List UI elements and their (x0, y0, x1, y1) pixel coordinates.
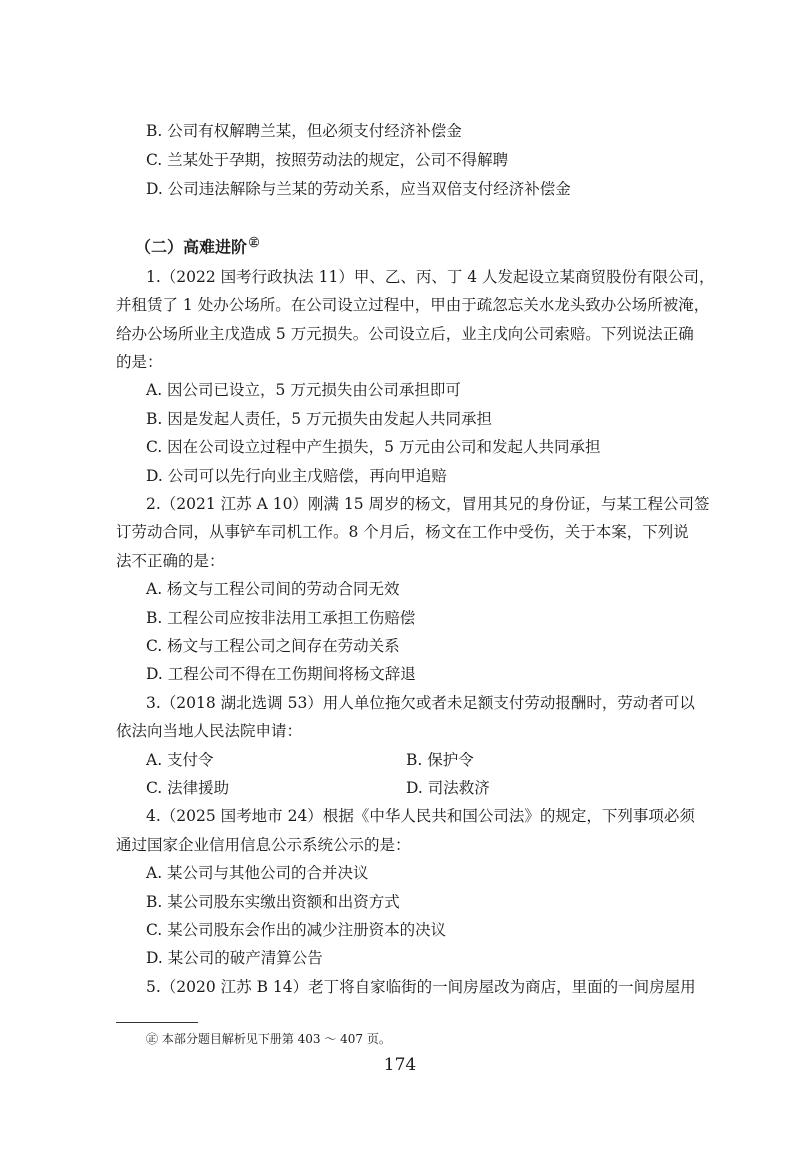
q1-line-3: 给办公场所业主戊造成 5 万元损失。公司设立后，业主戊向公司索赔。下列说法正确 (116, 325, 694, 343)
q2-line-2: 订劳动合同，从事铲车司机工作。8 个月后，杨文在工作中受伤，关于本案，下列说 (116, 523, 689, 541)
q3-option-a: A. 支付令 (146, 751, 214, 769)
q3-line-1: 3.（2018 湖北选调 53）用人单位拖欠或者未足额支付劳动报酬时，劳动者可以 (146, 694, 695, 712)
section-heading (135, 233, 259, 258)
prev-option-b: B. 公司有权解聘兰某，但必须支付经济补偿金 (146, 122, 462, 140)
q1-line-1: 1.（2022 国考行政执法 11）甲、乙、丙、丁 4 人发起设立某商贸股份有限公司， (146, 268, 715, 286)
q3-option-c: C. 法律援助 (146, 779, 230, 797)
q5-line-1: 5.（2020 江苏 B 14）老丁将自家临街的一间房屋改为商店，里面的一间房屋用 (146, 978, 696, 996)
footnote: ㊣ 本部分题目解析见下册第 403 ～ 407 页。 (146, 1032, 391, 1046)
q2-option-a: A. 杨文与工程公司间的劳动合同无效 (146, 580, 400, 598)
q4-option-d: D. 某公司的破产清算公告 (146, 949, 323, 967)
q4-option-b: B. 某公司股东实缴出资额和出资方式 (146, 893, 400, 911)
q4-option-a: A. 某公司与其他公司的合并决议 (146, 864, 369, 882)
page-number: 174 (383, 1055, 417, 1075)
q4-line-2: 通过国家企业信用信息公示系统公示的是： (116, 836, 411, 854)
q1-option-c: C. 因在公司设立过程中产生损失，5 万元由公司和发起人共同承担 (146, 438, 601, 456)
section-title: （二）高难进阶 (135, 237, 248, 257)
q1-line-2: 并租赁了 1 处办公场所。在公司设立过程中，甲由于疏忽忘关水龙头致办公场所被淹， (116, 296, 710, 314)
prev-option-d: D. 公司违法解除与兰某的劳动关系，应当双倍支付经济补偿金 (146, 180, 571, 198)
q1-option-a: A. 因公司已设立，5 万元损失由公司承担即可 (146, 381, 461, 399)
q1-line-4: 的是： (116, 353, 163, 371)
q1-option-b: B. 因是发起人责任，5 万元损失由发起人共同承担 (146, 410, 493, 428)
q4-line-1: 4.（2025 国考地市 24）根据《中华人民共和国公司法》的规定，下列事项必须 (146, 807, 695, 825)
q3-option-d: D. 司法救济 (406, 779, 490, 797)
q2-option-d: D. 工程公司不得在工伤期间将杨文辞退 (146, 665, 416, 683)
q2-line-3: 法不正确的是： (116, 552, 225, 570)
q2-option-b: B. 工程公司应按非法用工承担工伤赔偿 (146, 609, 416, 627)
q2-option-c: C. 杨文与工程公司之间存在劳动关系 (146, 637, 400, 655)
prev-option-c: C. 兰某处于孕期，按照劳动法的规定，公司不得解聘 (146, 151, 509, 169)
q4-option-c: C. 某公司股东会作出的减少注册资本的决议 (146, 921, 447, 939)
q3-option-b: B. 保护令 (406, 751, 474, 769)
q3-line-2: 依法向当地人民法院申请： (116, 722, 303, 740)
footnote-divider (116, 1022, 198, 1023)
q1-option-d: D. 公司可以先行向业主戊赔偿，再向甲追赔 (146, 467, 447, 485)
q2-line-1: 2.（2021 江苏 A 10）刚满 15 周岁的杨文，冒用其兄的身份证，与某工程公司签 (146, 495, 710, 513)
footnote-mark-icon: ㊣ (249, 238, 260, 249)
